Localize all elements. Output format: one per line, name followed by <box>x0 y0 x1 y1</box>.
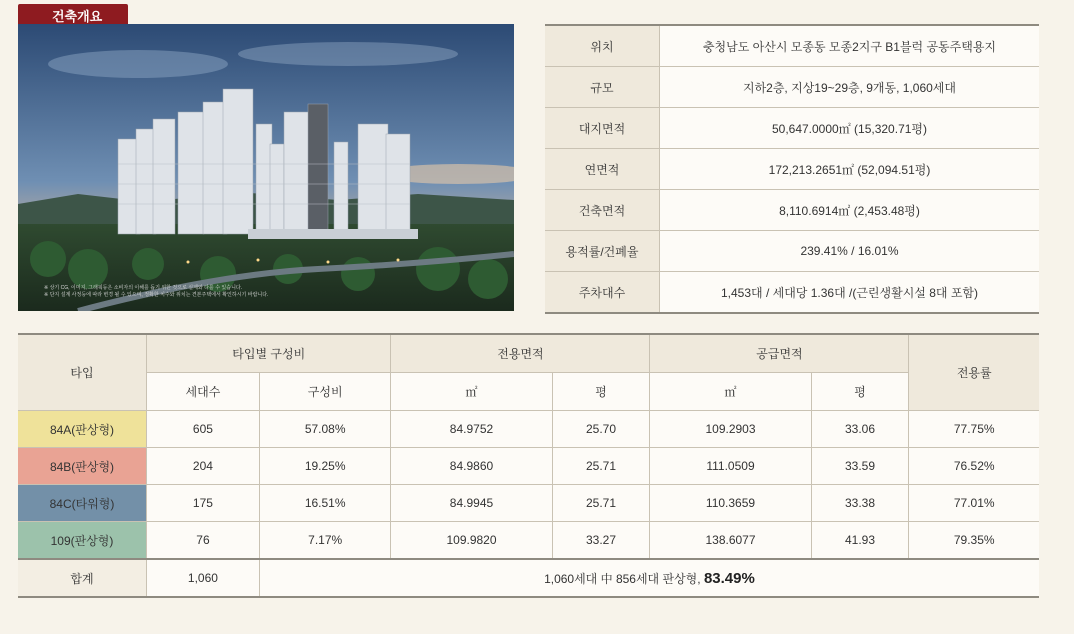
header-supply-area: 공급면적 <box>650 334 909 373</box>
info-row <box>545 190 1039 231</box>
exclusive-ratio-cell: 77.01% <box>909 485 1039 522</box>
table-row <box>18 411 1039 448</box>
info-row <box>545 231 1039 272</box>
exclusive-m2-cell: 84.9752 <box>391 411 552 448</box>
supply-m2-cell: 110.3659 <box>650 485 811 522</box>
unit-type-label: 109(판상형) <box>18 522 147 560</box>
info-value: 172,213.2651㎡ (52,094.51평) <box>660 149 1040 190</box>
apartment-rendering-image <box>18 24 514 311</box>
info-row <box>545 67 1039 108</box>
exclusive-pyeong-cell: 25.70 <box>552 411 650 448</box>
info-key: 용적률/건폐율 <box>545 231 660 272</box>
exclusive-ratio-cell: 77.75% <box>909 411 1039 448</box>
header-exclusive-ratio: 전용률 <box>909 334 1039 411</box>
supply-m2-cell: 138.6077 <box>650 522 811 560</box>
unit-type-label: 84A(판상형) <box>18 411 147 448</box>
composition-ratio-cell: 57.08% <box>259 411 391 448</box>
exclusive-ratio-cell: 76.52% <box>909 448 1039 485</box>
header-supply-pyeong: 평 <box>811 373 909 411</box>
header-comp-ratio: 구성비 <box>259 373 391 411</box>
composition-ratio-cell: 19.25% <box>259 448 391 485</box>
households-cell: 204 <box>147 448 260 485</box>
exclusive-ratio-cell: 79.35% <box>909 522 1039 560</box>
building-overview-table <box>545 24 1039 314</box>
photo-disclaimer: ※ 상기 CG, 이미지, 그래픽등은 소비자의 이해를 돕기 위한 것으로 실제와 다를 수 있습니다. ※ 단지 설계 사정등에 따라 변경 될 수 있으며, 정확한 치수와 위치는 견본주택에서 확인하시기 바랍니다. <box>44 285 269 298</box>
info-key: 규모 <box>545 67 660 108</box>
total-label: 합계 <box>18 559 147 597</box>
unit-type-label: 84C(타워형) <box>18 485 147 522</box>
info-key: 주차대수 <box>545 272 660 314</box>
info-key: 건축면적 <box>545 190 660 231</box>
info-key: 연면적 <box>545 149 660 190</box>
header-supply-m2: ㎡ <box>650 373 811 411</box>
exclusive-m2-cell: 84.9860 <box>391 448 552 485</box>
supply-pyeong-cell: 33.59 <box>811 448 909 485</box>
section-tag: 건축개요 <box>18 4 128 26</box>
supply-m2-cell: 111.0509 <box>650 448 811 485</box>
table-row <box>18 522 1039 560</box>
unit-type-label: 84B(판상형) <box>18 448 147 485</box>
info-row <box>545 108 1039 149</box>
info-row <box>545 272 1039 314</box>
exclusive-pyeong-cell: 25.71 <box>552 448 650 485</box>
info-key: 위치 <box>545 25 660 67</box>
header-exclusive-pyeong: 평 <box>552 373 650 411</box>
header-exclusive-m2: ㎡ <box>391 373 552 411</box>
header-households: 세대수 <box>147 373 260 411</box>
exclusive-pyeong-cell: 25.71 <box>552 485 650 522</box>
info-value: 239.41% / 16.01% <box>660 231 1040 272</box>
total-summary <box>259 559 1039 597</box>
composition-ratio-cell: 16.51% <box>259 485 391 522</box>
table-row <box>18 485 1039 522</box>
total-summary-value: 83.49% <box>703 569 755 587</box>
exclusive-pyeong-cell: 33.27 <box>552 522 650 560</box>
households-cell: 605 <box>147 411 260 448</box>
header-composition: 타입별 구성비 <box>147 334 391 373</box>
table-row <box>18 448 1039 485</box>
supply-pyeong-cell: 33.06 <box>811 411 909 448</box>
info-row <box>545 25 1039 67</box>
info-row <box>545 149 1039 190</box>
unit-type-table <box>18 333 1039 598</box>
exclusive-m2-cell: 84.9945 <box>391 485 552 522</box>
supply-pyeong-cell: 41.93 <box>811 522 909 560</box>
info-key: 대지면적 <box>545 108 660 149</box>
total-households: 1,060 <box>147 559 260 597</box>
households-cell: 175 <box>147 485 260 522</box>
supply-pyeong-cell: 33.38 <box>811 485 909 522</box>
header-exclusive-area: 전용면적 <box>391 334 650 373</box>
header-type: 타입 <box>18 334 147 411</box>
info-value: 1,453대 / 세대당 1.36대 /(근린생활시설 8대 포함) <box>660 272 1040 314</box>
total-summary-prefix: 1,060세대 中 856세대 판상형, <box>544 571 701 586</box>
info-value: 8,110.6914㎡ (2,453.48평) <box>660 190 1040 231</box>
info-value: 충청남도 아산시 모종동 모종2지구 B1블럭 공동주택용지 <box>660 25 1040 67</box>
exclusive-m2-cell: 109.9820 <box>391 522 552 560</box>
info-value: 지하2층, 지상19~29층, 9개동, 1,060세대 <box>660 67 1040 108</box>
supply-m2-cell: 109.2903 <box>650 411 811 448</box>
households-cell: 76 <box>147 522 260 560</box>
composition-ratio-cell: 7.17% <box>259 522 391 560</box>
info-value: 50,647.0000㎡ (15,320.71평) <box>660 108 1040 149</box>
